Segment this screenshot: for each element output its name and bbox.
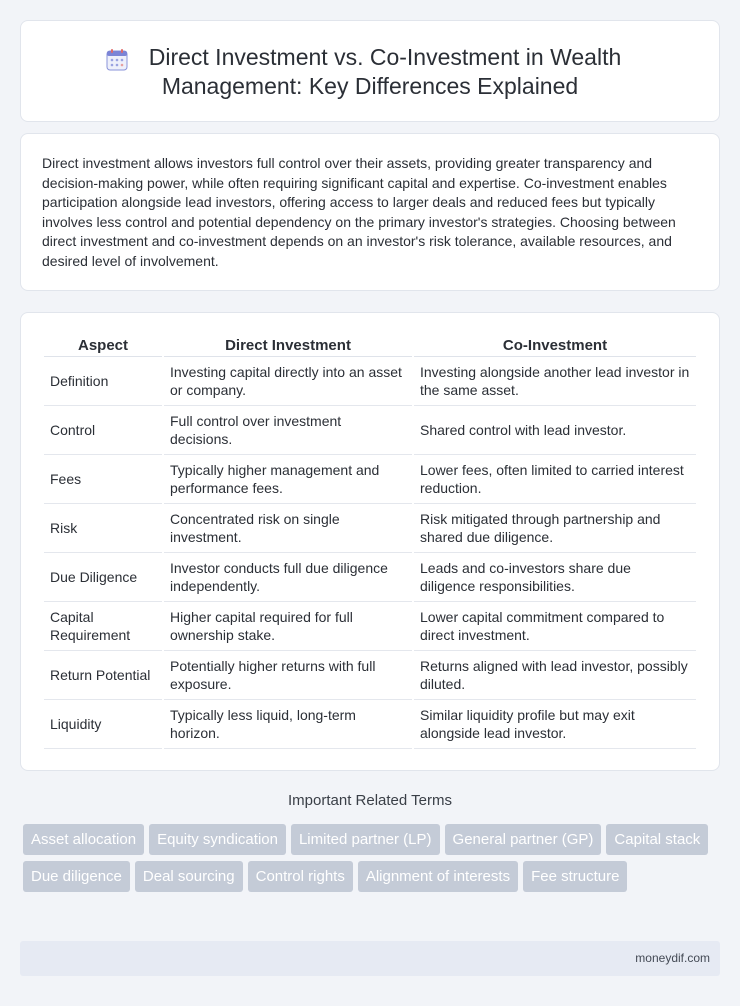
cell-direct: Concentrated risk on single investment. [164,504,412,553]
table-row [44,700,696,749]
tag-asset-allocation[interactable]: Asset allocation [23,824,144,855]
cell-direct: Potentially higher returns with full exposure. [164,651,412,700]
cell-co: Investing alongside another lead investor in the same asset. [414,357,696,406]
footer [20,941,720,976]
intro-paragraph: Direct investment allows investors full control over their assets, providing greater transparency and decision-making power, while often requiring significant capital and expertise. Co-investment enables participation alongside lead investors, offering access to larger deals and reduced fees but typically involves less control and potential dependency on the primary investor's strategies. Choosing between direct investment and co-investment depends on an investor's risk tolerance, available resources, and desired level of involvement. [42,155,676,269]
tag-alignment-of-interests[interactable]: Alignment of interests [358,861,518,892]
intro-card [20,133,720,291]
table-row [44,504,696,553]
cell-co: Returns aligned with lead investor, possibly diluted. [414,651,696,700]
cell-co: Leads and co-investors share due diligence responsibilities. [414,553,696,602]
cell-aspect: Control [44,406,162,455]
cell-direct: Full control over investment decisions. [164,406,412,455]
title-card [20,20,720,122]
cell-aspect: Liquidity [44,700,162,749]
tag-equity-syndication[interactable]: Equity syndication [149,824,286,855]
cell-aspect: Risk [44,504,162,553]
comparison-table [42,333,698,749]
cell-co: Risk mitigated through partnership and shared due diligence. [414,504,696,553]
header-co-investment: Co-Investment [414,333,696,357]
cell-aspect: Definition [44,357,162,406]
tag-control-rights[interactable]: Control rights [248,861,353,892]
cell-direct: Higher capital required for full ownership stake. [164,602,412,651]
cell-co: Shared control with lead investor. [414,406,696,455]
table-row [44,651,696,700]
tag-limited-partner[interactable]: Limited partner (LP) [291,824,440,855]
cell-direct: Typically less liquid, long-term horizon. [164,700,412,749]
cell-direct: Typically higher management and performance fees. [164,455,412,504]
table-row [44,553,696,602]
tag-general-partner[interactable]: General partner (GP) [445,824,602,855]
header-aspect: Aspect [44,333,162,357]
table-row [44,455,696,504]
cell-aspect: Return Potential [44,651,162,700]
footer-site-link[interactable]: moneydif.com [635,951,710,965]
cell-aspect: Capital Requirement [44,602,162,651]
comparison-table-card [20,312,720,771]
page-title [21,43,719,101]
cell-co: Similar liquidity profile but may exit alongside lead investor. [414,700,696,749]
table-header-row [44,333,696,357]
cell-co: Lower capital commitment compared to direct investment. [414,602,696,651]
cell-direct: Investor conducts full due diligence independently. [164,553,412,602]
tag-due-diligence[interactable]: Due diligence [23,861,130,892]
header-direct-investment: Direct Investment [164,333,412,357]
cell-direct: Investing capital directly into an asset or company. [164,357,412,406]
tag-fee-structure[interactable]: Fee structure [523,861,627,892]
tag-deal-sourcing[interactable]: Deal sourcing [135,861,243,892]
table-row [44,357,696,406]
page-title-line2: Management: Key Differences Explained [161,73,579,99]
tag-capital-stack[interactable]: Capital stack [606,824,708,855]
page-title-line1: Direct Investment vs. Co-Investment in Wealth [148,44,622,70]
table-row [44,602,696,651]
related-terms-list [23,824,717,898]
cell-co: Lower fees, often limited to carried interest reduction. [414,455,696,504]
cell-aspect: Due Diligence [44,553,162,602]
table-row [44,406,696,455]
related-terms-title: Important Related Terms [288,792,452,809]
cell-aspect: Fees [44,455,162,504]
